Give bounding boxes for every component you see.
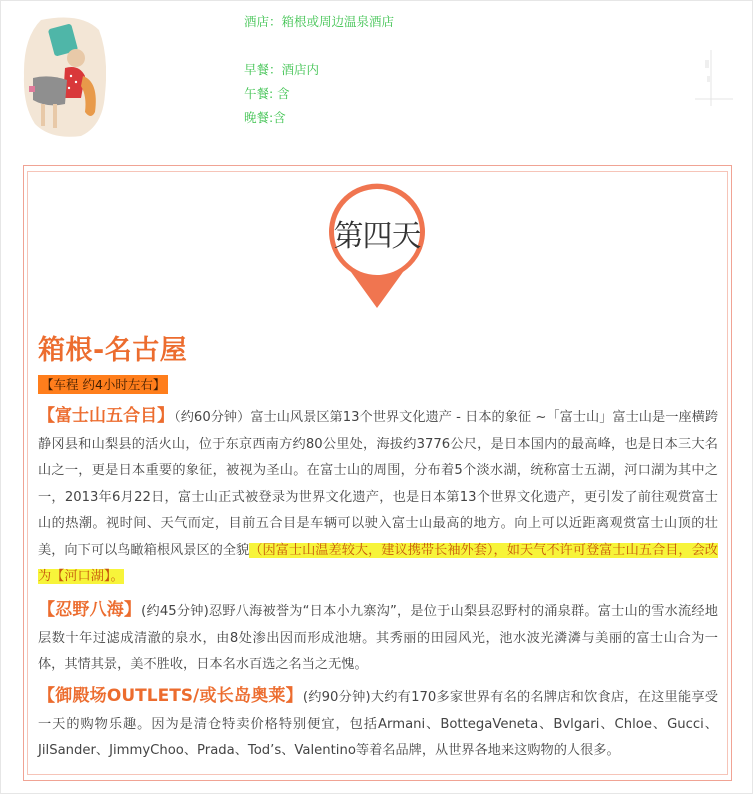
- highlighted-note: （因富士山温差较大，建议携带长袖外套），如天气不许可登富士山五合目，会改为【河口湖】。: [38, 542, 718, 584]
- spot-paragraph-fuji: [38, 403, 718, 591]
- dinner-text: 晚餐:含: [244, 110, 286, 125]
- drive-duration-tag: 【车程 约4小时左右】: [38, 375, 168, 394]
- route-title: 箱根-名古屋: [38, 335, 188, 366]
- spot-paragraph-oshino: [38, 597, 718, 679]
- girl-illustration-image: [21, 16, 106, 138]
- spot-name-fuji: 【富士山五合目】: [38, 406, 175, 426]
- spot-text-outlets: (约90分钟)大约有170多家世界有名的名牌店和饮食店，在这里能享受一天的购物乐趣。因为是清仓特卖价格特别便宜，包括Armani、BottegaVeneta、Bvlgari、Chloe、Gucci、JilSander、JimmyChoo、Prada、Tod’s、Valentino等着名品牌，从世界各地来这购物的人很多。: [38, 690, 718, 758]
- hotel-text: 酒店：箱根或周边温泉酒店: [244, 14, 395, 29]
- spot-text-fuji: （约60分钟）富士山风景区第13个世界文化遗产 - 日本的象征 ~「富士山」富士山是一座横跨静冈县和山梨县的活火山，位于东京西南方约80公里处，海拔约3776公尺，是日本国内的最高峰，也是日本三大名山之一，更是日本重要的象征，被视为圣山。在富士山的周围，分布着5个淡水湖，统称富士五湖，河口湖为其中之一，2013年6月22日，富士山正式被登录为世界文化遗产，也是日本第13个世界文化遗产，更引发了前往观赏富士山的热潮。视时间、天气而定，目前五合目是车辆可以驶入富士山最高的地方。向上可以近距离观赏富士山顶的壮美，向下可以鸟瞰箱根风景区的全貌: [38, 410, 719, 558]
- spot-name-oshino: 【忍野八海】: [38, 600, 142, 620]
- breakfast-text: 早餐：酒店内: [244, 62, 320, 77]
- corner-ornament-icon: [695, 50, 733, 106]
- spot-paragraph-outlets: [38, 683, 718, 765]
- lunch-text: 午餐: 含: [244, 86, 290, 101]
- spot-name-outlets: 【御殿场OUTLETS/或长岛奥莱】: [38, 686, 303, 706]
- spot-text-oshino: (约45分钟)忍野八海被誉为“日本小九寨沟”，是位于山梨县忍野村的涌泉群。富士山的雪水流经地层数十年过滤成清澈的泉水，由8处渗出因而形成池塘。其秀丽的田园风光，池水波光潾潾与美丽的富士山合为一体，其情其景，美不胜收，日本名水百选之名当之无愧。: [38, 604, 718, 672]
- day-number-label: 第四天: [333, 219, 421, 254]
